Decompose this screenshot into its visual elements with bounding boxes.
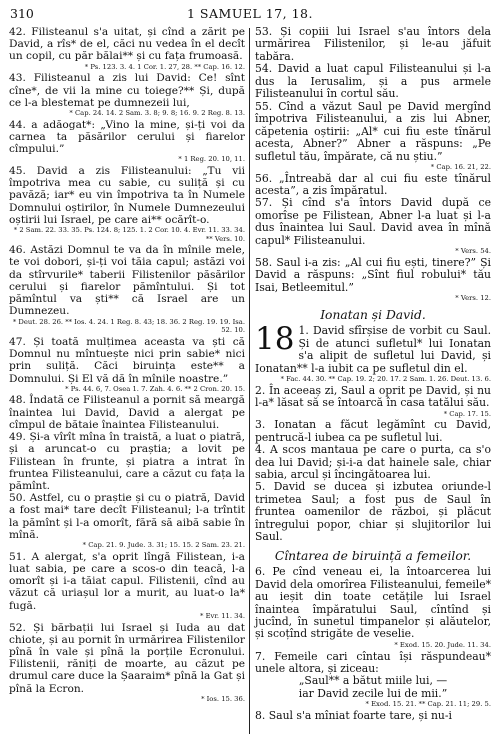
- cross-reference: * 1 Reg. 20. 10, 11.: [178, 155, 245, 164]
- verse: 58. Saul i-a zis: „Al cui fiu ești, tinere?” Și David a răspuns: „Sînt fiul robului* tău Isai, Betleemitul.”: [255, 255, 491, 294]
- cross-reference: * Fac. 44. 30. ** Cap. 19. 2; 20. 17. 2 Sam. 1. 26. Deut. 13. 6.: [280, 375, 491, 384]
- column-divider: [249, 28, 250, 734]
- verse: 45. David a zis Filisteanului: „Tu vii împotriva mea cu sabie, cu suliță și cu pavăză; iar* eu vin împotriva ta în Numele Domnului oștirilor, în Numele Dumnezeului oștirii lui Israel, pe care ai** ocărît-o.: [9, 164, 245, 226]
- cross-reference: * 2 Sam. 22. 33. 35. Ps. 124. 8; 125. 1. 2 Cor. 10. 4. Evr. 11. 33. 34. ** Vers. 10.: [13, 226, 245, 243]
- poetry-line: „Saul** a bătut miile lui, —: [298, 674, 448, 688]
- verse: 49. Și-a vîrît mîna în traistă, a luat o piatră, și a aruncat-o cu praștia; a lovit pe Filistean în frunte, și piatra a intrat în fruntea Filisteanului, care a căzut cu fața la pămînt.: [9, 431, 245, 493]
- cross-reference: * Exod. 15. 20. Jude. 11. 34.: [394, 640, 491, 649]
- verse: 53. Și copiii lui Israel s'au întors dela urmărirea Filistenilor, și le-au jăfuit tabăra.: [255, 25, 491, 63]
- page-number: 310: [10, 6, 34, 21]
- verse: 7. Femeile cari cîntau își răspundeau* unele altora, și ziceau:: [255, 649, 491, 675]
- cross-reference: * Cap. 17. 15.: [443, 409, 491, 418]
- verse: 8. Saul s'a mîniat foarte tare, și nu-i: [255, 708, 452, 722]
- verse: 44. a adăogat*: „Vino la mine, și-ți voi da carnea ta păsărilor cerului și fiarelor cîmpului.”: [9, 118, 245, 156]
- verse: 56. „Întreabă dar al cui fiu este tînărul acesta”, a zis împăratul.: [255, 171, 491, 198]
- cross-reference: * Ps. 123. 3. 4. 1 Cor. 1. 27, 28. ** Cap. 16. 12.: [84, 62, 245, 71]
- cross-reference: * Vers. 12.: [455, 294, 491, 303]
- verse: 54. David a luat capul Filisteanului și l-a dus la Ierusalim, și a pus armele Filisteanului în cortul său.: [255, 62, 491, 101]
- verse: 3. Ionatan a făcut legămînt cu David, pentrucă-l iubea ca pe sufletul lui.: [255, 418, 491, 444]
- verse: 4. A scos mantaua pe care o purta, ca s'o dea lui David; și-i-a dat hainele sale, chiar sabia, arcul și încingătoarea lui.: [255, 443, 491, 482]
- section-heading: Cîntarea de biruință a femeilor.: [274, 548, 472, 563]
- verse: 48. Îndată ce Filisteanul a pornit să meargă înaintea lui David, David a alergat pe cîmpul de bătaie înaintea Filisteanului.: [9, 394, 245, 431]
- chapter-number: 18: [255, 321, 295, 358]
- verse: 5. David se ducea și izbutea oriunde-l trimetea Saul; a fost pus de Saul în fruntea oamenilor de război, și plăcut întregului popor, chiar și slujitorilor lui Saul.: [255, 480, 491, 544]
- cross-reference: * Cap. 16. 21, 22.: [430, 162, 491, 171]
- verse: 42. Filisteanul s'a uitat, și cînd a zărit pe David, a rîs* de el, căci nu vedea în el decît un copil, cu păr bălai** și cu fața frumoasă.: [9, 26, 245, 63]
- verse: 55. Cînd a văzut Saul pe David mergînd împotriva Filisteanului, a zis lui Abner, căpetenia oștirii: „Al* cui fiu este tînărul acesta, Abner?” Abner a răspuns: „Pe sufletul tău, împărate, că nu știu.”: [255, 99, 491, 163]
- cross-reference: * Ios. 15. 36.: [201, 694, 245, 703]
- cross-reference: * Ps. 44. 6, 7. Osea 1. 7. Zah. 4. 6. ** 2 Cron. 20. 15.: [65, 384, 245, 393]
- verse: 6. Pe cînd veneau ei, la întoarcerea lui David dela omorîrea Filisteanului, femeile* au ieșit din toate cetățile lui Israel înaintea împăratului Saul, cîntînd și jucînd, în sunetul timpanelor și alăutelor, și scoțînd strigăte de veselie.: [255, 565, 491, 641]
- left-column: [9, 26, 245, 705]
- verse: 57. Și cînd s'a întors David după ce omorîse pe Filistean, Abner l-a luat și l-a dus înaintea lui Saul. David avea în mînă capul* Filisteanului.: [255, 196, 491, 247]
- verse: 2. În aceeaș zi, Saul a oprit pe David, și nu l-a* lăsat să se întoarcă în casa tatălui său.: [255, 383, 491, 410]
- running-title: 1 SAMUEL 17, 18.: [187, 6, 313, 21]
- poetry-line: iar David zecile lui de mii.”: [298, 686, 448, 700]
- cross-reference: * Deut. 28. 26. ** Ios. 4. 24. 1 Reg. 8. 43; 18. 36. 2 Reg. 19. 19. Isa. 52. 10.: [12, 317, 245, 335]
- verse: 43. Filisteanul a zis lui David: Ce! sînt cîne*, de vii la mine cu toiege?** Și, după ce l-a blestemat pe dumnezeii lui,: [9, 72, 245, 109]
- verse: 46. Astăzi Domnul te va da în mînile mele, te voi dobori, și-ți voi tăia capul; astăzi voi da stîrvurile* taberii Filistenilor păsărilor cerului și fiarelor pămîntului. Și tot pămîntul va ști** că Israel are un Dumnezeu.: [9, 244, 245, 318]
- verse: 47. Și toată mulțimea aceasta va ști că Domnul nu mîntuește nici prin sabie* nici prin suliță. Căci biruința este** a Domnului. Și El vă dă în mînile noastre.”: [9, 335, 245, 385]
- page-header: [10, 6, 490, 22]
- verse: 1. David sfîrșise de vorbit cu Saul. Și de atunci sufletul* lui Ionatan s'a alipit de sufletul lui David, și Ionatan** l-a iubit ca pe sufletul din el.: [255, 324, 491, 375]
- cross-reference: * Exod. 15. 21. ** Cap. 21. 11; 29. 5.: [365, 700, 491, 709]
- chapter-start: [255, 321, 491, 375]
- cross-reference: * Vers. 54.: [455, 247, 491, 256]
- cross-reference: * Cap. 21. 9. Jude. 3. 31; 15. 15. 2 Sam. 23. 21.: [82, 541, 245, 550]
- section-heading: Ionatan și David.: [320, 307, 426, 322]
- verse: 51. A alergat, s'a oprit lîngă Filistean, i-a luat sabia, pe care a scos-o din teacă, l-a omorît și i-a tăiat capul. Filistenii, cînd au văzut că uriașul lor a murit, au luat-o la* fugă.: [9, 550, 245, 612]
- right-column: [255, 26, 491, 722]
- cross-reference: * Cap. 24. 14. 2 Sam. 3. 8; 9. 8; 16. 9. 2 Reg. 8. 13.: [69, 109, 245, 117]
- verse: 52. Și bărbații lui Israel și Iuda au dat chiote, și au pornit în urmărirea Filistenilor pînă în vale și pînă la porțile Ecronului. Filistenii, răniți de moarte, au căzut pe drumul care duce la Șaaraim* pînă la Gat și pînă la Ecron.: [9, 621, 245, 695]
- verse: 50. Astfel, cu o praștie și cu o piatră, David a fost mai* tare decît Filisteanul; l-a trîntit la pămînt și l-a omorît, fără să aibă sabie în mînă.: [9, 492, 245, 541]
- cross-reference: * Evr. 11. 34.: [200, 611, 245, 620]
